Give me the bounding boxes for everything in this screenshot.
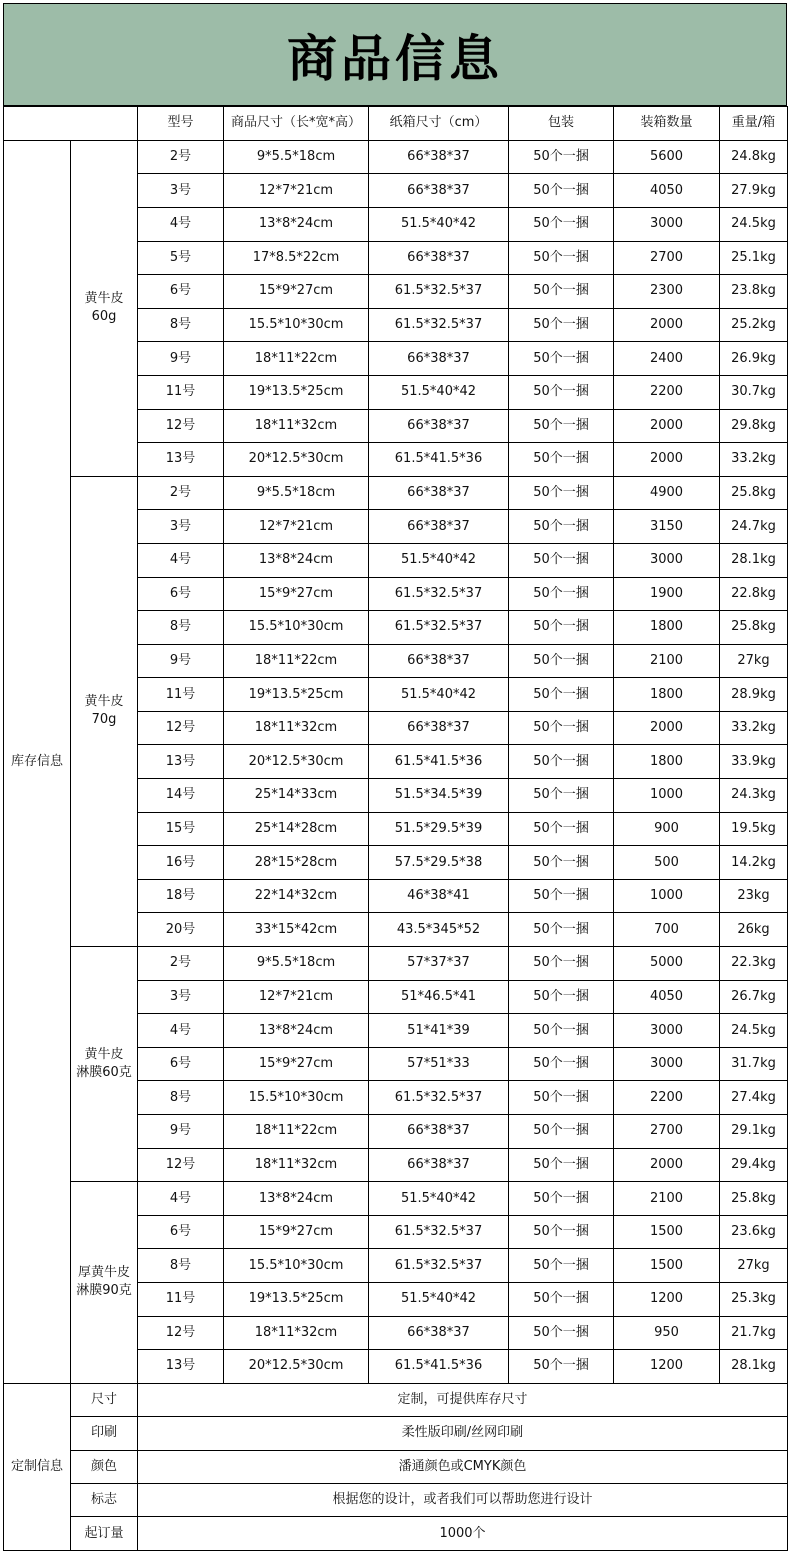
product-size-cell: 9*5.5*18cm: [224, 140, 369, 174]
weight-cell: 28.9kg: [720, 678, 788, 712]
custom-size-value: 定制，可提供库存尺寸: [138, 1383, 788, 1416]
product-size-cell: 20*12.5*30cm: [224, 1350, 369, 1384]
carton-size-cell: 61.5*32.5*37: [369, 1081, 509, 1115]
quantity-cell: 1500: [614, 1249, 720, 1283]
carton-size-cell: 51*41*39: [369, 1014, 509, 1048]
model-cell: 9号: [138, 342, 224, 376]
product-size-cell: 18*11*22cm: [224, 644, 369, 678]
carton-size-cell: 51.5*40*42: [369, 207, 509, 241]
weight-cell: 23.6kg: [720, 1215, 788, 1249]
product-size-cell: 13*8*24cm: [224, 1182, 369, 1216]
product-size-cell: 17*8.5*22cm: [224, 241, 369, 275]
carton-size-cell: 51.5*29.5*39: [369, 812, 509, 846]
carton-size-cell: 66*38*37: [369, 476, 509, 510]
group-label: 黄牛皮 淋膜60克: [71, 947, 138, 1182]
quantity-cell: 5000: [614, 947, 720, 981]
model-cell: 6号: [138, 577, 224, 611]
custom-row: [4, 1483, 788, 1516]
carton-size-cell: 51.5*40*42: [369, 1182, 509, 1216]
model-cell: 13号: [138, 745, 224, 779]
custom-size-label: 尺寸: [71, 1383, 138, 1416]
quantity-cell: 3000: [614, 207, 720, 241]
model-cell: 16号: [138, 846, 224, 880]
carton-size-cell: 61.5*41.5*36: [369, 443, 509, 477]
quantity-cell: 3000: [614, 1014, 720, 1048]
quantity-cell: 2000: [614, 443, 720, 477]
quantity-cell: 700: [614, 913, 720, 947]
carton-size-cell: 43.5*345*52: [369, 913, 509, 947]
weight-cell: 26kg: [720, 913, 788, 947]
quantity-cell: 1800: [614, 611, 720, 645]
packing-cell: 50个一捆: [509, 611, 614, 645]
weight-cell: 23.8kg: [720, 275, 788, 309]
quantity-cell: 1800: [614, 678, 720, 712]
model-cell: 4号: [138, 543, 224, 577]
model-cell: 5号: [138, 241, 224, 275]
product-size-cell: 15*9*27cm: [224, 275, 369, 309]
packing-cell: 50个一捆: [509, 1350, 614, 1384]
quantity-cell: 1200: [614, 1350, 720, 1384]
product-size-cell: 18*11*32cm: [224, 1316, 369, 1350]
packing-cell: 50个一捆: [509, 577, 614, 611]
product-size-cell: 12*7*21cm: [224, 980, 369, 1014]
packing-cell: 50个一捆: [509, 409, 614, 443]
product-size-cell: 13*8*24cm: [224, 543, 369, 577]
header-quantity: 装箱数量: [614, 107, 720, 141]
header-packing: 包装: [509, 107, 614, 141]
packing-cell: 50个一捆: [509, 1249, 614, 1283]
quantity-cell: 5600: [614, 140, 720, 174]
product-size-cell: 15.5*10*30cm: [224, 1249, 369, 1283]
carton-size-cell: 61.5*32.5*37: [369, 611, 509, 645]
quantity-cell: 1200: [614, 1282, 720, 1316]
model-cell: 11号: [138, 375, 224, 409]
packing-cell: 50个一捆: [509, 308, 614, 342]
custom-row: [4, 1450, 788, 1483]
quantity-cell: 4900: [614, 476, 720, 510]
custom-row: [4, 1517, 788, 1550]
product-size-cell: 18*11*32cm: [224, 1148, 369, 1182]
quantity-cell: 4050: [614, 980, 720, 1014]
model-cell: 18号: [138, 879, 224, 913]
packing-cell: 50个一捆: [509, 980, 614, 1014]
product-size-cell: 12*7*21cm: [224, 174, 369, 208]
model-cell: 11号: [138, 678, 224, 712]
quantity-cell: 2700: [614, 1115, 720, 1149]
weight-cell: 24.5kg: [720, 1014, 788, 1048]
product-size-cell: 18*11*22cm: [224, 1115, 369, 1149]
quantity-cell: 900: [614, 812, 720, 846]
weight-cell: 25.8kg: [720, 1182, 788, 1216]
carton-size-cell: 66*38*37: [369, 409, 509, 443]
model-cell: 12号: [138, 409, 224, 443]
carton-size-cell: 61.5*41.5*36: [369, 745, 509, 779]
model-cell: 13号: [138, 1350, 224, 1384]
weight-cell: 27kg: [720, 1249, 788, 1283]
model-cell: 3号: [138, 174, 224, 208]
model-cell: 14号: [138, 779, 224, 813]
packing-cell: 50个一捆: [509, 174, 614, 208]
packing-cell: 50个一捆: [509, 1282, 614, 1316]
weight-cell: 25.1kg: [720, 241, 788, 275]
quantity-cell: 4050: [614, 174, 720, 208]
product-size-cell: 18*11*32cm: [224, 711, 369, 745]
packing-cell: 50个一捆: [509, 846, 614, 880]
header-blank: [4, 107, 138, 141]
product-size-cell: 15*9*27cm: [224, 577, 369, 611]
carton-size-cell: 66*38*37: [369, 644, 509, 678]
custom-color-label: 颜色: [71, 1450, 138, 1483]
custom-logo-label: 标志: [71, 1483, 138, 1516]
packing-cell: 50个一捆: [509, 1316, 614, 1350]
carton-size-cell: 61.5*32.5*37: [369, 577, 509, 611]
packing-cell: 50个一捆: [509, 779, 614, 813]
packing-cell: 50个一捆: [509, 1014, 614, 1048]
weight-cell: 25.8kg: [720, 611, 788, 645]
product-size-cell: 18*11*32cm: [224, 409, 369, 443]
product-size-cell: 9*5.5*18cm: [224, 947, 369, 981]
carton-size-cell: 66*38*37: [369, 1148, 509, 1182]
carton-size-cell: 57*37*37: [369, 947, 509, 981]
packing-cell: 50个一捆: [509, 342, 614, 376]
group-label: 黄牛皮 60g: [71, 140, 138, 476]
quantity-cell: 2000: [614, 308, 720, 342]
carton-size-cell: 51.5*40*42: [369, 678, 509, 712]
model-cell: 15号: [138, 812, 224, 846]
model-cell: 4号: [138, 1014, 224, 1048]
packing-cell: 50个一捆: [509, 241, 614, 275]
carton-size-cell: 51.5*34.5*39: [369, 779, 509, 813]
model-cell: 12号: [138, 1316, 224, 1350]
product-size-cell: 20*12.5*30cm: [224, 745, 369, 779]
model-cell: 4号: [138, 1182, 224, 1216]
product-size-cell: 15.5*10*30cm: [224, 308, 369, 342]
weight-cell: 24.3kg: [720, 779, 788, 813]
weight-cell: 29.1kg: [720, 1115, 788, 1149]
product-size-cell: 25*14*33cm: [224, 779, 369, 813]
carton-size-cell: 51.5*40*42: [369, 543, 509, 577]
model-cell: 4号: [138, 207, 224, 241]
carton-size-cell: 66*38*37: [369, 1115, 509, 1149]
product-size-cell: 15.5*10*30cm: [224, 611, 369, 645]
model-cell: 12号: [138, 711, 224, 745]
model-cell: 2号: [138, 140, 224, 174]
quantity-cell: 1900: [614, 577, 720, 611]
packing-cell: 50个一捆: [509, 375, 614, 409]
product-size-cell: 19*13.5*25cm: [224, 678, 369, 712]
weight-cell: 22.3kg: [720, 947, 788, 981]
product-table-body: [4, 107, 788, 1551]
header-model: 型号: [138, 107, 224, 141]
quantity-cell: 1500: [614, 1215, 720, 1249]
weight-cell: 29.4kg: [720, 1148, 788, 1182]
carton-size-cell: 66*38*37: [369, 342, 509, 376]
quantity-cell: 2200: [614, 375, 720, 409]
packing-cell: 50个一捆: [509, 275, 614, 309]
carton-size-cell: 61.5*32.5*37: [369, 308, 509, 342]
quantity-cell: 1800: [614, 745, 720, 779]
product-size-cell: 13*8*24cm: [224, 1014, 369, 1048]
quantity-cell: 2200: [614, 1081, 720, 1115]
product-size-cell: 25*14*28cm: [224, 812, 369, 846]
packing-cell: 50个一捆: [509, 1115, 614, 1149]
model-cell: 3号: [138, 980, 224, 1014]
quantity-cell: 500: [614, 846, 720, 880]
weight-cell: 25.2kg: [720, 308, 788, 342]
product-size-cell: 15.5*10*30cm: [224, 1081, 369, 1115]
quantity-cell: 3150: [614, 510, 720, 544]
custom-logo-value: 根据您的设计，或者我们可以帮助您进行设计: [138, 1483, 788, 1516]
weight-cell: 33.9kg: [720, 745, 788, 779]
custom-moq-label: 起订量: [71, 1517, 138, 1550]
model-cell: 20号: [138, 913, 224, 947]
carton-size-cell: 57*51*33: [369, 1047, 509, 1081]
model-cell: 3号: [138, 510, 224, 544]
product-size-cell: 15*9*27cm: [224, 1047, 369, 1081]
carton-size-cell: 61.5*32.5*37: [369, 275, 509, 309]
weight-cell: 24.8kg: [720, 140, 788, 174]
product-size-cell: 19*13.5*25cm: [224, 375, 369, 409]
weight-cell: 24.7kg: [720, 510, 788, 544]
weight-cell: 19.5kg: [720, 812, 788, 846]
product-size-cell: 13*8*24cm: [224, 207, 369, 241]
weight-cell: 25.8kg: [720, 476, 788, 510]
packing-cell: 50个一捆: [509, 711, 614, 745]
carton-size-cell: 51.5*40*42: [369, 1282, 509, 1316]
product-size-cell: 9*5.5*18cm: [224, 476, 369, 510]
carton-size-cell: 57.5*29.5*38: [369, 846, 509, 880]
header-weight: 重量/箱: [720, 107, 788, 141]
weight-cell: 27.9kg: [720, 174, 788, 208]
carton-size-cell: 51*46.5*41: [369, 980, 509, 1014]
weight-cell: 33.2kg: [720, 443, 788, 477]
quantity-cell: 3000: [614, 1047, 720, 1081]
model-cell: 8号: [138, 1081, 224, 1115]
weight-cell: 25.3kg: [720, 1282, 788, 1316]
packing-cell: 50个一捆: [509, 812, 614, 846]
carton-size-cell: 51.5*40*42: [369, 375, 509, 409]
carton-size-cell: 61.5*41.5*36: [369, 1350, 509, 1384]
table-row: [4, 947, 788, 981]
header-product-size: 商品尺寸（长*宽*高）: [224, 107, 369, 141]
weight-cell: 24.5kg: [720, 207, 788, 241]
model-cell: 8号: [138, 1249, 224, 1283]
packing-cell: 50个一捆: [509, 1215, 614, 1249]
custom-printing-label: 印刷: [71, 1417, 138, 1450]
header-carton-size: 纸箱尺寸（cm）: [369, 107, 509, 141]
custom-printing-value: 柔性版印刷/丝网印刷: [138, 1417, 788, 1450]
carton-size-cell: 61.5*32.5*37: [369, 1249, 509, 1283]
quantity-cell: 2000: [614, 711, 720, 745]
weight-cell: 27kg: [720, 644, 788, 678]
carton-size-cell: 66*38*37: [369, 140, 509, 174]
packing-cell: 50个一捆: [509, 913, 614, 947]
packing-cell: 50个一捆: [509, 1148, 614, 1182]
packing-cell: 50个一捆: [509, 745, 614, 779]
model-cell: 6号: [138, 1215, 224, 1249]
product-size-cell: 18*11*22cm: [224, 342, 369, 376]
packing-cell: 50个一捆: [509, 140, 614, 174]
weight-cell: 21.7kg: [720, 1316, 788, 1350]
inventory-label: 库存信息: [4, 140, 71, 1383]
quantity-cell: 2300: [614, 275, 720, 309]
carton-size-cell: 66*38*37: [369, 174, 509, 208]
packing-cell: 50个一捆: [509, 510, 614, 544]
packing-cell: 50个一捆: [509, 1182, 614, 1216]
weight-cell: 28.1kg: [720, 543, 788, 577]
packing-cell: 50个一捆: [509, 207, 614, 241]
weight-cell: 26.7kg: [720, 980, 788, 1014]
weight-cell: 26.9kg: [720, 342, 788, 376]
weight-cell: 31.7kg: [720, 1047, 788, 1081]
product-size-cell: 20*12.5*30cm: [224, 443, 369, 477]
custom-row: [4, 1383, 788, 1416]
product-size-cell: 15*9*27cm: [224, 1215, 369, 1249]
group-label: 厚黄牛皮 淋膜90克: [71, 1182, 138, 1384]
model-cell: 6号: [138, 275, 224, 309]
custom-row: [4, 1417, 788, 1450]
weight-cell: 28.1kg: [720, 1350, 788, 1384]
quantity-cell: 2100: [614, 1182, 720, 1216]
model-cell: 9号: [138, 1115, 224, 1149]
model-cell: 11号: [138, 1282, 224, 1316]
product-size-cell: 28*15*28cm: [224, 846, 369, 880]
model-cell: 6号: [138, 1047, 224, 1081]
packing-cell: 50个一捆: [509, 1081, 614, 1115]
quantity-cell: 3000: [614, 543, 720, 577]
product-size-cell: 22*14*32cm: [224, 879, 369, 913]
model-cell: 13号: [138, 443, 224, 477]
carton-size-cell: 46*38*41: [369, 879, 509, 913]
custom-color-value: 潘通颜色或CMYK颜色: [138, 1450, 788, 1483]
quantity-cell: 2700: [614, 241, 720, 275]
packing-cell: 50个一捆: [509, 476, 614, 510]
packing-cell: 50个一捆: [509, 644, 614, 678]
weight-cell: 30.7kg: [720, 375, 788, 409]
product-size-cell: 19*13.5*25cm: [224, 1282, 369, 1316]
product-size-cell: 33*15*42cm: [224, 913, 369, 947]
model-cell: 8号: [138, 308, 224, 342]
table-row: [4, 476, 788, 510]
carton-size-cell: 66*38*37: [369, 510, 509, 544]
weight-cell: 29.8kg: [720, 409, 788, 443]
weight-cell: 27.4kg: [720, 1081, 788, 1115]
carton-size-cell: 66*38*37: [369, 241, 509, 275]
product-size-cell: 12*7*21cm: [224, 510, 369, 544]
quantity-cell: 2000: [614, 409, 720, 443]
weight-cell: 33.2kg: [720, 711, 788, 745]
quantity-cell: 2000: [614, 1148, 720, 1182]
carton-size-cell: 66*38*37: [369, 711, 509, 745]
packing-cell: 50个一捆: [509, 879, 614, 913]
carton-size-cell: 66*38*37: [369, 1316, 509, 1350]
page-title: 商品信息: [3, 3, 787, 106]
carton-size-cell: 61.5*32.5*37: [369, 1215, 509, 1249]
quantity-cell: 2100: [614, 644, 720, 678]
model-cell: 9号: [138, 644, 224, 678]
weight-cell: 14.2kg: [720, 846, 788, 880]
model-cell: 2号: [138, 947, 224, 981]
table-row: [4, 1182, 788, 1216]
product-info-sheet: [3, 3, 787, 1551]
packing-cell: 50个一捆: [509, 678, 614, 712]
quantity-cell: 1000: [614, 879, 720, 913]
packing-cell: 50个一捆: [509, 1047, 614, 1081]
quantity-cell: 1000: [614, 779, 720, 813]
model-cell: 12号: [138, 1148, 224, 1182]
quantity-cell: 950: [614, 1316, 720, 1350]
weight-cell: 22.8kg: [720, 577, 788, 611]
weight-cell: 23kg: [720, 879, 788, 913]
model-cell: 8号: [138, 611, 224, 645]
custom-moq-value: 1000个: [138, 1517, 788, 1550]
packing-cell: 50个一捆: [509, 947, 614, 981]
quantity-cell: 2400: [614, 342, 720, 376]
table-row: [4, 140, 788, 174]
header-row: [4, 107, 788, 141]
custom-label: 定制信息: [4, 1383, 71, 1550]
packing-cell: 50个一捆: [509, 543, 614, 577]
model-cell: 2号: [138, 476, 224, 510]
group-label: 黄牛皮 70g: [71, 476, 138, 946]
packing-cell: 50个一捆: [509, 443, 614, 477]
product-table: [3, 106, 788, 1551]
